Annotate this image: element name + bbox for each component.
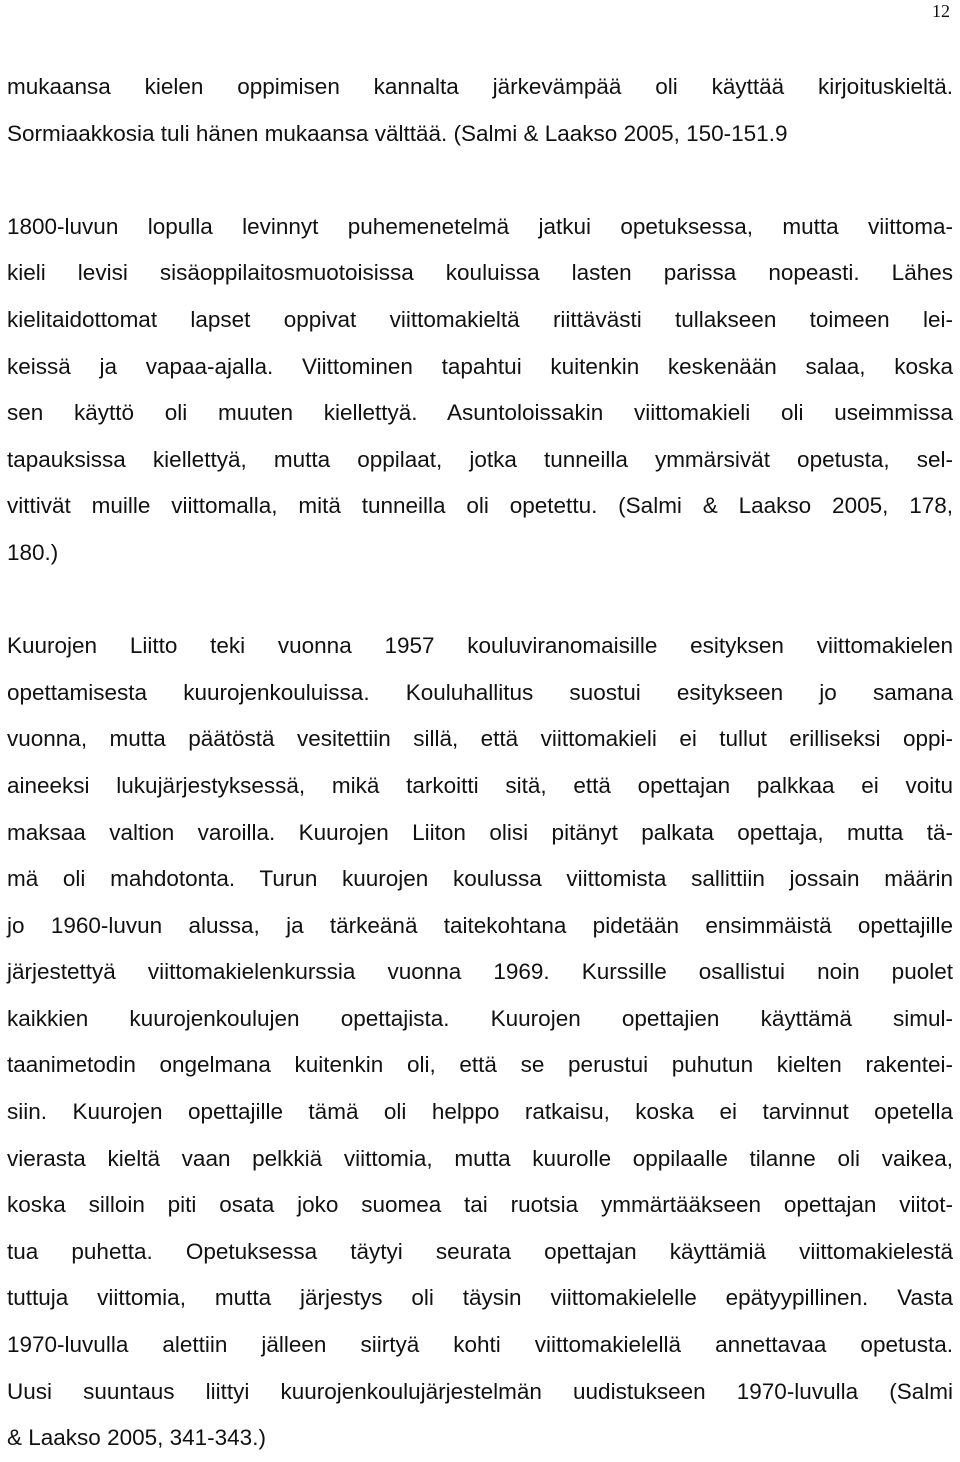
- text-line: Kuurojen Liitto teki vuonna 1957 kouluviranomaisille esityksen viittomakielen: [7, 633, 953, 659]
- text-line: siin. Kuurojen opettajille tämä oli helppo ratkaisu, koska ei tarvinnut opetella: [7, 1099, 953, 1125]
- text-line: opettamisesta kuurojenkouluissa. Kouluhallitus suostui esitykseen jo samana: [7, 679, 953, 705]
- text-line: maksaa valtion varoilla. Kuurojen Liiton olisi pitänyt palkata opettaja, mutta tä-: [7, 819, 953, 845]
- page-number: 12: [932, 1, 950, 21]
- text-line: koska silloin piti osata joko suomea tai ruotsia ymmärtääkseen opettajan viitot-: [7, 1192, 953, 1218]
- text-line: tua puhetta. Opetuksessa täytyi seurata opettajan käyttämiä viittomakielestä: [7, 1238, 953, 1264]
- paragraph-gap: [7, 157, 953, 204]
- paragraph: [7, 623, 953, 1462]
- text-line: & Laakso 2005, 341-343.): [7, 1425, 266, 1451]
- text-line: vuonna, mutta päätöstä vesitettiin sillä, että viittomakieli ei tullut erilliseksi oppi-: [7, 726, 953, 752]
- text-line: keissä ja vapaa-ajalla. Viittominen tapahtui kuitenkin keskenään salaa, koska: [7, 353, 953, 379]
- text-line: mä oli mahdotonta. Turun kuurojen koulussa viittomista sallittiin jossain määrin: [7, 866, 953, 892]
- document-body: [7, 64, 953, 1462]
- text-line: järjestettyä viittomakielenkurssia vuonna 1969. Kurssille osallistui noin puolet: [7, 959, 953, 985]
- text-line: aineeksi lukujärjestyksessä, mikä tarkoitti sitä, että opettajan palkkaa ei voitu: [7, 772, 953, 798]
- paragraph: [7, 204, 953, 577]
- paragraph-gap: [7, 577, 953, 624]
- text-line: tapauksissa kiellettyä, mutta oppilaat, jotka tunneilla ymmärsivät opetusta, sel-: [7, 446, 953, 472]
- text-line: kielitaidottomat lapset oppivat viittomakieltä riittävästi tullakseen toimeen lei-: [7, 306, 953, 332]
- text-line: 1970-luvulla alettiin jälleen siirtyä kohti viittomakielellä annettavaa opetusta.: [7, 1332, 953, 1358]
- text-line: vittivät muille viittomalla, mitä tunneilla oli opetettu. (Salmi & Laakso 2005, 178,: [7, 493, 953, 519]
- text-line: vierasta kieltä vaan pelkkiä viittomia, mutta kuurolle oppilaalle tilanne oli vaikea,: [7, 1145, 953, 1171]
- text-line: mukaansa kielen oppimisen kannalta järkevämpää oli käyttää kirjoituskieltä.: [7, 74, 953, 99]
- text-line: taanimetodin ongelmana kuitenkin oli, että se perustui puhutun kielten rakentei-: [7, 1052, 953, 1078]
- text-line: jo 1960-luvun alussa, ja tärkeänä taitekohtana pidetään ensimmäistä opettajille: [7, 912, 953, 938]
- text-line: kieli levisi sisäoppilaitosmuotoisissa kouluissa lasten parissa nopeasti. Lähes: [7, 260, 953, 286]
- text-line: 180.): [7, 539, 59, 565]
- text-line: tuttuja viittomia, mutta järjestys oli täysin viittomakielelle epätyypillinen. Vasta: [7, 1285, 953, 1311]
- text-line: sen käyttö oli muuten kiellettyä. Asuntoloissakin viittomakieli oli useimmissa: [7, 400, 953, 426]
- text-line: 1800-luvun lopulla levinnyt puhemenetelmä jatkui opetuksessa, mutta viittoma-: [7, 213, 953, 239]
- text-line: kaikkien kuurojenkoulujen opettajista. Kuurojen opettajien käyttämä simul-: [7, 1005, 953, 1031]
- text-line: Sormiaakkosia tuli hänen mukaansa välttää. (Salmi & Laakso 2005, 150-151.9: [7, 120, 788, 146]
- paragraph: [7, 64, 953, 157]
- text-line: Uusi suuntaus liittyi kuurojenkoulujärjestelmän uudistukseen 1970-luvulla (Salmi: [7, 1378, 953, 1404]
